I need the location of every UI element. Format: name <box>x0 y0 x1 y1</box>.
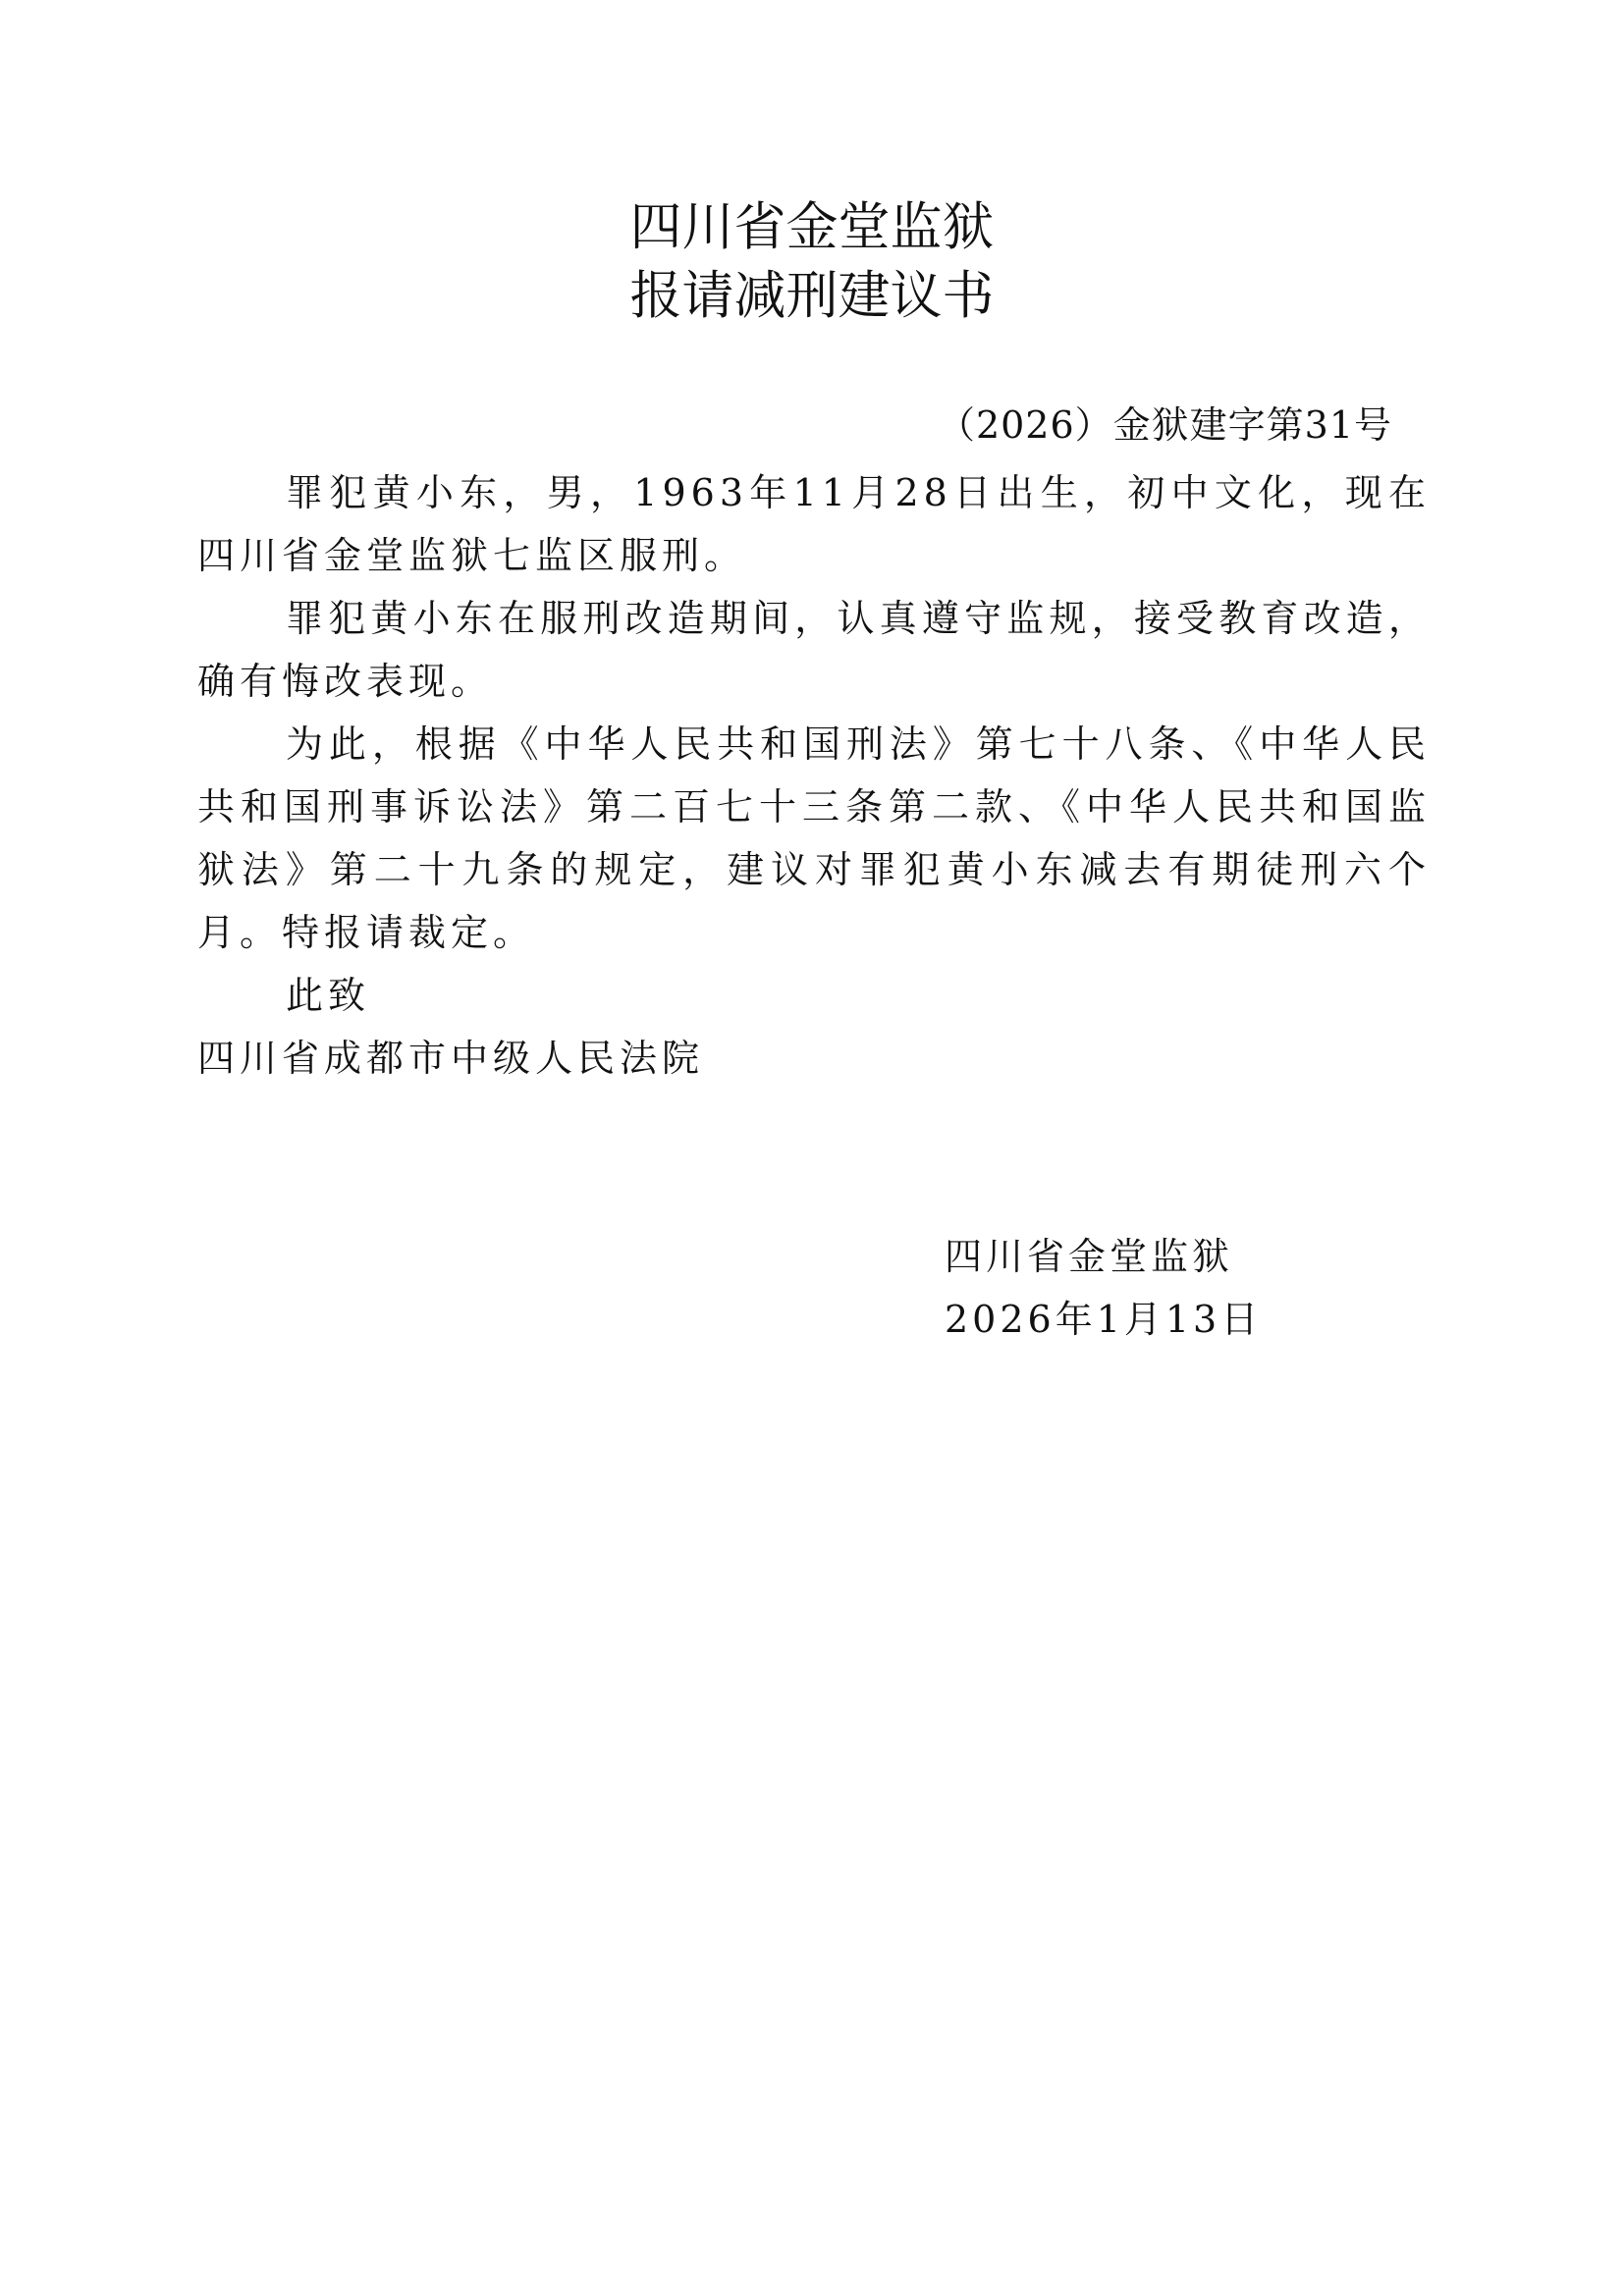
document-body <box>197 461 1431 1090</box>
document-title-line-1: 四川省金堂监狱 <box>629 197 995 257</box>
addressee: 四川省成都市中级人民法院 <box>197 1037 705 1080</box>
paragraph-recommendation: 为此，根据《中华人民共和国刑法》第七十八条、《中华人民共和国刑事诉讼法》第二百七十三条第二款、《中华人民共和国监狱法》第二十九条的规定，建议对罪犯黄小东减去有期徒刑六个月。特报请裁定。 <box>197 722 1431 954</box>
salutation: 此致 <box>286 974 371 1017</box>
signature-organization: 四川省金堂监狱 <box>945 1235 1234 1278</box>
paragraph-behavior: 罪犯黄小东在服刑改造期间，认真遵守监规，接受教育改造，确有悔改表现。 <box>197 597 1431 703</box>
signature-block <box>945 1225 1262 1351</box>
document-title-line-2: 报请减刑建议书 <box>629 266 995 326</box>
document-number: （2026）金狱建字第31号 <box>937 403 1392 447</box>
paragraph-prisoner-info: 罪犯黄小东，男，1963年11月28日出生，初中文化，现在四川省金堂监狱七监区服刑。 <box>197 471 1431 577</box>
signature-date: 2026年1月13日 <box>945 1298 1263 1341</box>
